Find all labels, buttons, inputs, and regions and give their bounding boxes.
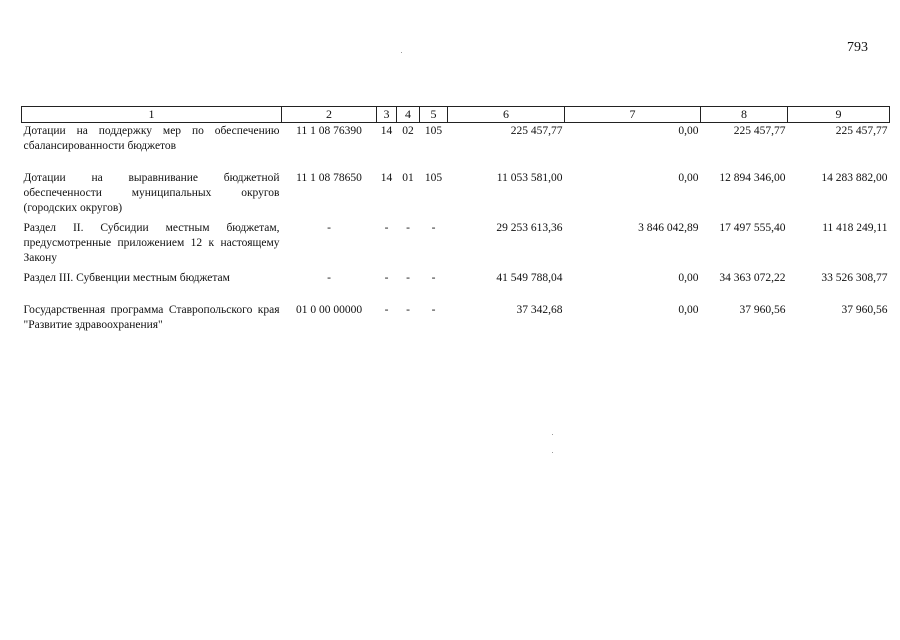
row-name: Дотации на выравнивание бюджетной обеспеченности муниципальных округов (городских округов) [23,172,280,214]
row-value-col7: 0,00 [678,304,699,316]
row-value-col8: 12 894 346,00 [719,172,786,184]
row-subsection: - [406,304,410,316]
row-code: 11 1 08 78650 [296,172,362,184]
row-code: - [327,272,331,284]
row-name: Раздел III. Субвенции местным бюджетам [23,272,230,284]
row-value-col9: 14 283 882,00 [821,172,888,184]
table-row [22,123,890,171]
row-code: - [327,222,331,234]
table-row [22,220,890,270]
row-name: Раздел II. Субсидии местным бюджетам, предусмотренные приложением 12 к настоящему Закону [23,222,280,264]
row-expense-type: 105 [424,172,443,184]
row-value-col9: 33 526 308,77 [821,272,888,284]
column-header-2: 2 [282,107,377,123]
row-subsection: - [406,272,410,284]
table-row [22,270,890,302]
row-section: 14 [380,172,393,184]
scan-speck [552,452,553,453]
row-value-col6: 41 549 788,04 [496,272,563,284]
row-value-col7: 0,00 [678,125,699,137]
row-value-col8: 34 363 072,22 [719,272,786,284]
row-section: - [384,222,389,234]
column-header-1: 1 [22,107,282,123]
row-expense-type: - [431,304,436,316]
row-section: - [384,304,389,316]
column-header-3: 3 [377,107,397,123]
row-code: 01 0 00 00000 [295,304,363,316]
column-header-7: 7 [565,107,701,123]
column-header-5: 5 [420,107,448,123]
budget-table [21,106,890,337]
scan-speck [401,52,402,53]
row-value-col8: 225 457,77 [733,125,786,137]
row-subsection: - [406,222,410,234]
row-subsection: 02 [402,125,414,137]
row-name: Дотации на поддержку мер по обеспечению сбалансированности бюджетов [23,125,280,152]
column-header-9: 9 [788,107,890,123]
row-expense-type: 105 [424,125,443,137]
row-value-col6: 225 457,77 [510,125,563,137]
column-header-4: 4 [397,107,420,123]
row-section: - [384,272,389,284]
row-value-col8: 37 960,56 [739,304,786,316]
row-subsection: 01 [402,172,414,184]
page-number: 793 [847,40,868,55]
row-code: 11 1 08 76390 [296,125,362,137]
row-expense-type: - [431,272,436,284]
row-value-col6: 29 253 613,36 [496,222,563,234]
row-value-col8: 17 497 555,40 [719,222,786,234]
row-value-col6: 11 053 581,00 [496,172,563,184]
row-value-col6: 37 342,68 [516,304,563,316]
row-value-col9: 37 960,56 [841,304,888,316]
row-value-col7: 0,00 [678,272,699,284]
column-number-header-row [22,107,890,123]
scan-speck [552,434,553,435]
column-header-8: 8 [701,107,788,123]
row-name: Государственная программа Ставропольского края "Развитие здравоохранения" [23,304,280,331]
table-row [22,170,890,220]
row-value-col7: 3 846 042,89 [638,222,699,234]
column-header-6: 6 [448,107,565,123]
row-value-col7: 0,00 [678,172,699,184]
row-value-col9: 11 418 249,11 [822,222,888,234]
row-value-col9: 225 457,77 [835,125,888,137]
row-section: 14 [380,125,393,137]
table-row [22,302,890,337]
row-expense-type: - [431,222,436,234]
